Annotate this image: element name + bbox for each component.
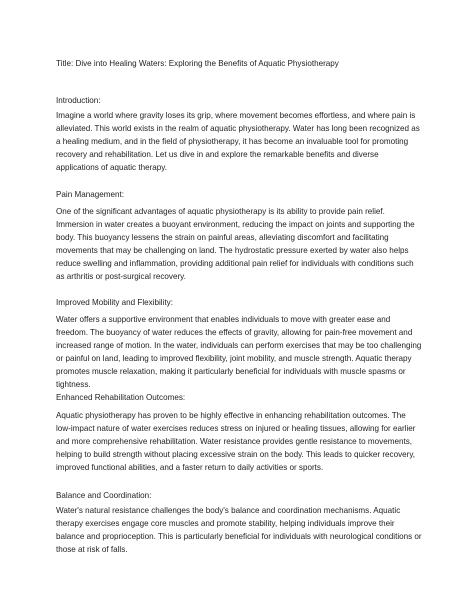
section-heading-balance: Balance and Coordination:	[56, 491, 152, 500]
document-title: Title: Dive into Healing Waters: Exploring the Benefits of Aquatic Physiotherapy	[56, 59, 339, 68]
section-body-mobility: Water offers a supportive environment that enables individuals to move with greater ease and freedom. The buoyancy of water reduces the effects of gravity, allowing for pain-free movement and increased range of motion. In the water, individuals can perform exercises that may be too challenging or painful on land, leading to improved flexibility, joint mobility, and muscle strength. Aquatic therapy promotes muscle relaxation, making it particularly beneficial for individuals with muscle spasms or tightness.	[56, 315, 422, 390]
section-heading-rehabilitation: Enhanced Rehabilitation Outcomes:	[56, 393, 186, 402]
section-body-balance: Water's natural resistance challenges the body's balance and coordination mechanisms. Aquatic therapy exercises engage core muscles and promote stability, helping individuals improve their balance and proprioception. This is particularly beneficial for individuals with neurological conditions or those at risk of falls.	[56, 506, 422, 555]
section-body-introduction: Imagine a world where gravity loses its grip, where movement becomes effortless, and where pain is alleviated. This world exists in the realm of aquatic physiotherapy. Water has long been recognized as a healing medium, and in the field of physiotherapy, it has become an invaluable tool for promoting recovery and rehabilitation. Let us dive in and explore the remarkable benefits and diverse applications of aquatic therapy.	[56, 111, 420, 173]
section-body-rehabilitation: Aquatic physiotherapy has proven to be highly effective in enhancing rehabilitation outcomes. The low-impact nature of water exercises reduces stress on injured or healing tissues, allowing for earlier and more comprehensive rehabilitation. Water resistance provides gentle resistance to movements, helping to build strength without placing excessive strain on the body. This leads to quicker recovery, improved functional abilities, and a faster return to daily activities or sports.	[56, 411, 416, 473]
section-heading-pain-management: Pain Management:	[56, 190, 124, 199]
section-body-pain-management: One of the significant advantages of aquatic physiotherapy is its ability to provide pain relief. Immersion in water creates a buoyant environment, reducing the impact on joints and supporting the body. This buoyancy lessens the strain on painful areas, alleviating discomfort and facilitating movements that may be challenging on land. The hydrostatic pressure exerted by water also helps reduce swelling and inflammation, providing additional pain relief for individuals with conditions such as arthritis or post-surgical recovery.	[56, 207, 415, 282]
section-heading-mobility: Improved Mobility and Flexibility:	[56, 298, 173, 307]
section-heading-introduction: Introduction:	[56, 96, 101, 105]
